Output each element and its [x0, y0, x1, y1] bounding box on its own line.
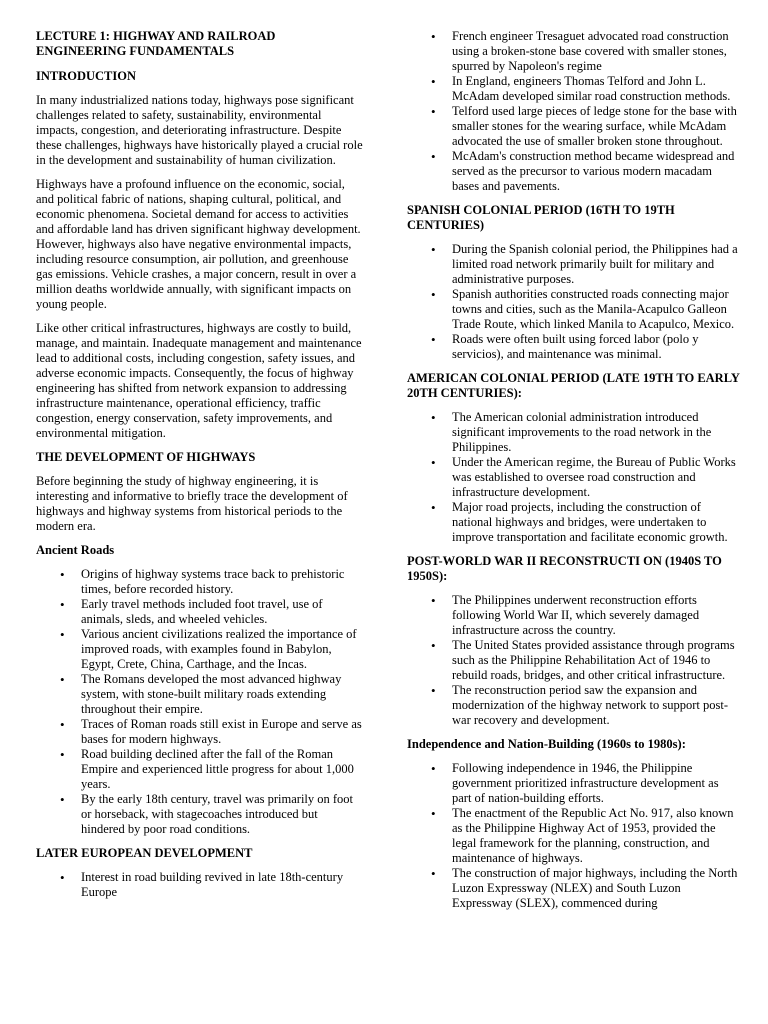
lecture-title: LECTURE 1: HIGHWAY AND RAILROAD ENGINEERING FUNDAMENTALS: [36, 29, 276, 58]
list-item: • Origins of highway systems trace back to prehistoric times, before recorded history.: [81, 567, 364, 597]
independence-heading: Independence and Nation-Building (1960s to 1980s):: [407, 737, 686, 751]
introduction-heading: INTRODUCTION: [36, 69, 137, 83]
list-item: • Roads were often built using forced labor (polo y servicios), and maintenance was minimal.: [452, 332, 740, 362]
list-item: • Various ancient civilizations realized the importance of improved roads, with examples found in Babylon, Egypt, Crete, China, Carthage, and the Incas.: [81, 627, 364, 672]
american-period-list: [407, 410, 740, 545]
list-item: • In England, engineers Thomas Telford and John L. McAdam developed similar road construction methods.: [452, 74, 740, 104]
american-period-heading: AMERICAN COLONIAL PERIOD (LATE 19TH TO EARLY 20TH CENTURIES):: [407, 371, 740, 400]
list-item: • Under the American regime, the Bureau of Public Works was established to oversee road construction and infrastructure development.: [452, 455, 740, 500]
list-item: • The United States provided assistance through programs such as the Philippine Rehabilitation Act of 1946 to rebuild roads, bridges, and other critical infrastructure.: [452, 638, 740, 683]
postwar-heading: POST-WORLD WAR II RECONSTRUCTI ON (1940S TO 1950S):: [407, 554, 722, 583]
intro-paragraph: In many industrialized nations today, highways pose significant challenges related to safety, sustainability, environmental impacts, congestion, and deteriorating infrastructure. Despite these challenges, highways have historically played a crucial role in the development and sustainability of human civilization.: [36, 93, 363, 167]
list-item: • Traces of Roman roads still exist in Europe and serve as bases for modern highways.: [81, 717, 364, 747]
list-item: • The reconstruction period saw the expansion and modernization of the highway network to support post-war recovery and development.: [452, 683, 740, 728]
list-item: • By the early 18th century, travel was primarily on foot or horseback, with stagecoaches introduced but hindered by poor road conditions.: [81, 792, 364, 837]
postwar-list: [407, 593, 740, 728]
list-item: • The Philippines underwent reconstruction efforts following World War II, which severely damaged infrastructure across the country.: [452, 593, 740, 638]
list-item: • Interest in road building revived in late 18th-century Europe: [81, 870, 364, 900]
list-item: • McAdam's construction method became widespread and served as the precursor to various modern macadam bases and pavements.: [452, 149, 740, 194]
european-development-list-continued: [407, 29, 740, 194]
ancient-roads-heading: Ancient Roads: [36, 543, 115, 557]
list-item: • During the Spanish colonial period, the Philippines had a limited road network primarily built for military and administrative purposes.: [452, 242, 740, 287]
list-item: • Telford used large pieces of ledge stone for the base with smaller stones for the wearing surface, while McAdam advocated the use of smaller broken stone throughout.: [452, 104, 740, 149]
list-item: • Following independence in 1946, the Philippine government prioritized infrastructure development as part of nation-building efforts.: [452, 761, 740, 806]
spanish-period-heading: SPANISH COLONIAL PERIOD (16TH TO 19TH CENTURIES): [407, 203, 675, 232]
list-item: • Major road projects, including the construction of national highways and bridges, were undertaken to improve transportation and facilitate economic growth.: [452, 500, 740, 545]
list-item: • Early travel methods included foot travel, use of animals, sleds, and wheeled vehicles.: [81, 597, 364, 627]
list-item: • The construction of major highways, including the North Luzon Expressway (NLEX) and South Luzon Expressway (SLEX), commenced during: [452, 866, 740, 911]
ancient-roads-list: [36, 567, 364, 837]
development-heading: THE DEVELOPMENT OF HIGHWAYS: [36, 450, 256, 464]
intro-paragraph: Highways have a profound influence on the economic, social, and political fabric of nations, shaping cultural, political, and economic phenomena. Societal demand for access to activities and affordable land has driven significant highway development. However, highways also have negative environmental impacts, including resource consumption, air pollution, and greenhouse gas emissions. Vehicle crashes, a major concern, result in over a million deaths worldwide annually, with significant impacts on young people.: [36, 177, 361, 311]
right-column: [407, 29, 740, 1024]
development-paragraph: Before beginning the study of highway engineering, it is interesting and informative to briefly trace the development of highways and highway systems from historical periods to the modern era.: [36, 474, 348, 533]
list-item: • Road building declined after the fall of the Roman Empire and experienced little progress for about 1,000 years.: [81, 747, 364, 792]
european-development-list: [36, 870, 364, 900]
left-column: [36, 29, 364, 1024]
list-item: • The American colonial administration introduced significant improvements to the road network in the Philippines.: [452, 410, 740, 455]
list-item: • French engineer Tresaguet advocated road construction using a broken-stone base covered with smaller stones, spurred by Napoleon's regime: [452, 29, 740, 74]
european-development-heading: LATER EUROPEAN DEVELOPMENT: [36, 846, 253, 860]
list-item: • Spanish authorities constructed roads connecting major towns and cities, such as the Manila-Acapulco Galleon Trade Route, which linked Manila to Acapulco, Mexico.: [452, 287, 740, 332]
list-item: • The enactment of the Republic Act No. 917, also known as the Philippine Highway Act of 1953, provided the legal framework for the planning, construction, and maintenance of highways.: [452, 806, 740, 866]
spanish-period-list: [407, 242, 740, 362]
independence-list: [407, 761, 740, 911]
list-item: • The Romans developed the most advanced highway system, with stone-built military roads extending throughout their empire.: [81, 672, 364, 717]
intro-paragraph: Like other critical infrastructures, highways are costly to build, manage, and maintain. Inadequate management and maintenance lead to additional costs, including congestion, safety issues, and adverse economic impacts. Consequently, the focus of highway engineering has shifted from network expansion to addressing infrastructure maintenance, operational efficiency, traffic congestion, energy conservation, safety improvements, and environmental mitigation.: [36, 321, 362, 440]
